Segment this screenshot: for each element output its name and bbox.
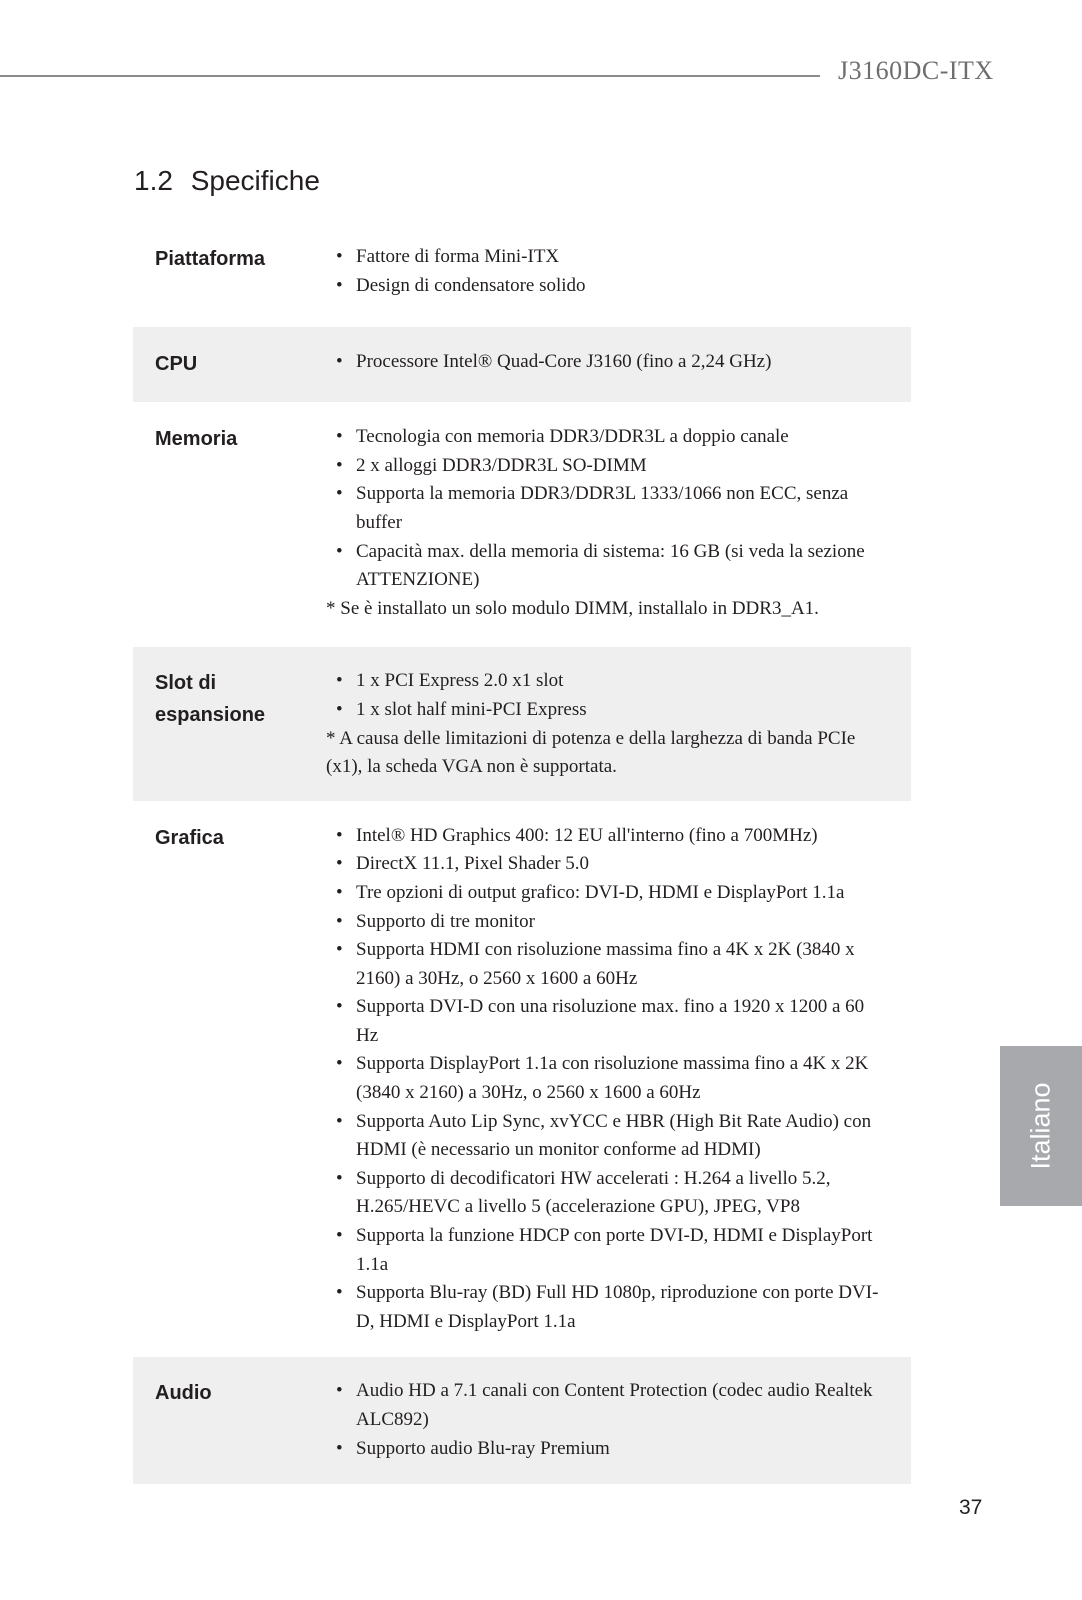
spec-list-item: • Capacità max. della memoria di sistema: 16 GB (si veda la sezione ATTENZIONE) <box>326 538 891 595</box>
spec-list-item: • Tecnologia con memoria DDR3/DDR3L a doppio canale <box>326 423 891 452</box>
page-number: 37 <box>959 1496 983 1519</box>
spec-list <box>326 667 891 724</box>
spec-list-item: • Tre opzioni di output grafico: DVI-D, HDMI e DisplayPort 1.1a <box>326 879 891 908</box>
spec-note: * A causa delle limitazioni di potenza e della larghezza di banda PCIe (x1), la scheda VGA non è supportata. <box>326 727 856 778</box>
language-side-tab-label: Italiano <box>1025 1082 1056 1170</box>
spec-list-item: • DirectX 11.1, Pixel Shader 5.0 <box>326 850 891 879</box>
spec-list-item: • Supporta la memoria DDR3/DDR3L 1333/1066 non ECC, senza buffer <box>326 480 891 537</box>
spec-row-audio <box>133 1357 911 1484</box>
spec-content <box>326 667 911 781</box>
spec-note: * Se è installato un solo modulo DIMM, installalo in DDR3_A1. <box>326 597 819 619</box>
header-model-name: J3160DC-ITX <box>838 56 994 85</box>
spec-list-item: • Supporta HDMI con risoluzione massima fino a 4K x 2K (3840 x 2160) a 30Hz, o 2560 x 1600 a 60Hz <box>326 936 891 993</box>
spec-list-item: • Supporta Blu-ray (BD) Full HD 1080p, riproduzione con porte DVI-D, HDMI e DisplayPort 1.1a <box>326 1279 891 1336</box>
spec-list-item: • Audio HD a 7.1 canali con Content Protection (codec audio Realtek ALC892) <box>326 1377 891 1434</box>
spec-list-item: • Design di condensatore solido <box>326 272 891 301</box>
section-title <box>134 165 320 197</box>
spec-list-item: • 1 x PCI Express 2.0 x1 slot <box>326 667 891 696</box>
spec-list <box>326 243 891 300</box>
spec-content <box>326 822 911 1337</box>
spec-row-grafica <box>133 801 911 1358</box>
spec-content <box>326 1377 911 1463</box>
spec-list-item: • Supporto audio Blu-ray Premium <box>326 1435 891 1464</box>
spec-list <box>326 423 891 595</box>
spec-list-item: • Intel® HD Graphics 400: 12 EU all'interno (fino a 700MHz) <box>326 822 891 851</box>
spec-content <box>326 348 911 380</box>
spec-row-memoria <box>133 402 911 642</box>
spec-table <box>133 232 911 1484</box>
spec-content <box>326 243 911 300</box>
language-side-tab <box>1000 1046 1082 1206</box>
spec-list <box>326 1377 891 1463</box>
spec-label: Piattaforma <box>155 248 266 270</box>
spec-row-slot-di-espansione <box>133 647 911 800</box>
spec-list-item: • 2 x alloggi DDR3/DDR3L SO-DIMM <box>326 452 891 481</box>
spec-list-item: • Supporta DVI-D con una risoluzione max. fino a 1920 x 1200 a 60 Hz <box>326 993 891 1050</box>
spec-row-cpu <box>133 327 911 402</box>
spec-list-item: • Fattore di forma Mini-ITX <box>326 243 891 272</box>
header-rule <box>0 75 820 77</box>
spec-label: Audio <box>155 1382 212 1405</box>
spec-list <box>326 348 891 377</box>
spec-list-item: • Supporta la funzione HDCP con porte DVI-D, HDMI e DisplayPort 1.1a <box>326 1222 891 1279</box>
spec-content <box>326 423 911 623</box>
spec-list-item: • Supporto di decodificatori HW accelerati : H.264 a livello 5.2, H.265/HEVC a livello 5 (accelerazione GPU), JPEG, VP8 <box>326 1165 891 1222</box>
spec-list-item: • Supporto di tre monitor <box>326 908 891 937</box>
spec-label: Grafica <box>155 826 224 849</box>
spec-row-piattaforma <box>133 232 911 315</box>
spec-list <box>326 822 891 1337</box>
spec-label: Slot di espansione <box>155 672 266 727</box>
spec-list-item: • Processore Intel® Quad-Core J3160 (fino a 2,24 GHz) <box>326 348 891 377</box>
section-title-text: Specifiche <box>190 165 320 196</box>
spec-list-item: • 1 x slot half mini-PCI Express <box>326 696 891 725</box>
section-number: 1.2 <box>134 165 173 196</box>
spec-label: CPU <box>155 353 198 376</box>
spec-list-item: • Supporta Auto Lip Sync, xvYCC e HBR (High Bit Rate Audio) con HDMI (è necessario un monitor conforme ad HDMI) <box>326 1108 891 1165</box>
spec-list-item: • Supporta DisplayPort 1.1a con risoluzione massima fino a 4K x 2K (3840 x 2160) a 30Hz, o 2560 x 1600 a 60Hz <box>326 1050 891 1107</box>
spec-label: Memoria <box>155 428 238 451</box>
